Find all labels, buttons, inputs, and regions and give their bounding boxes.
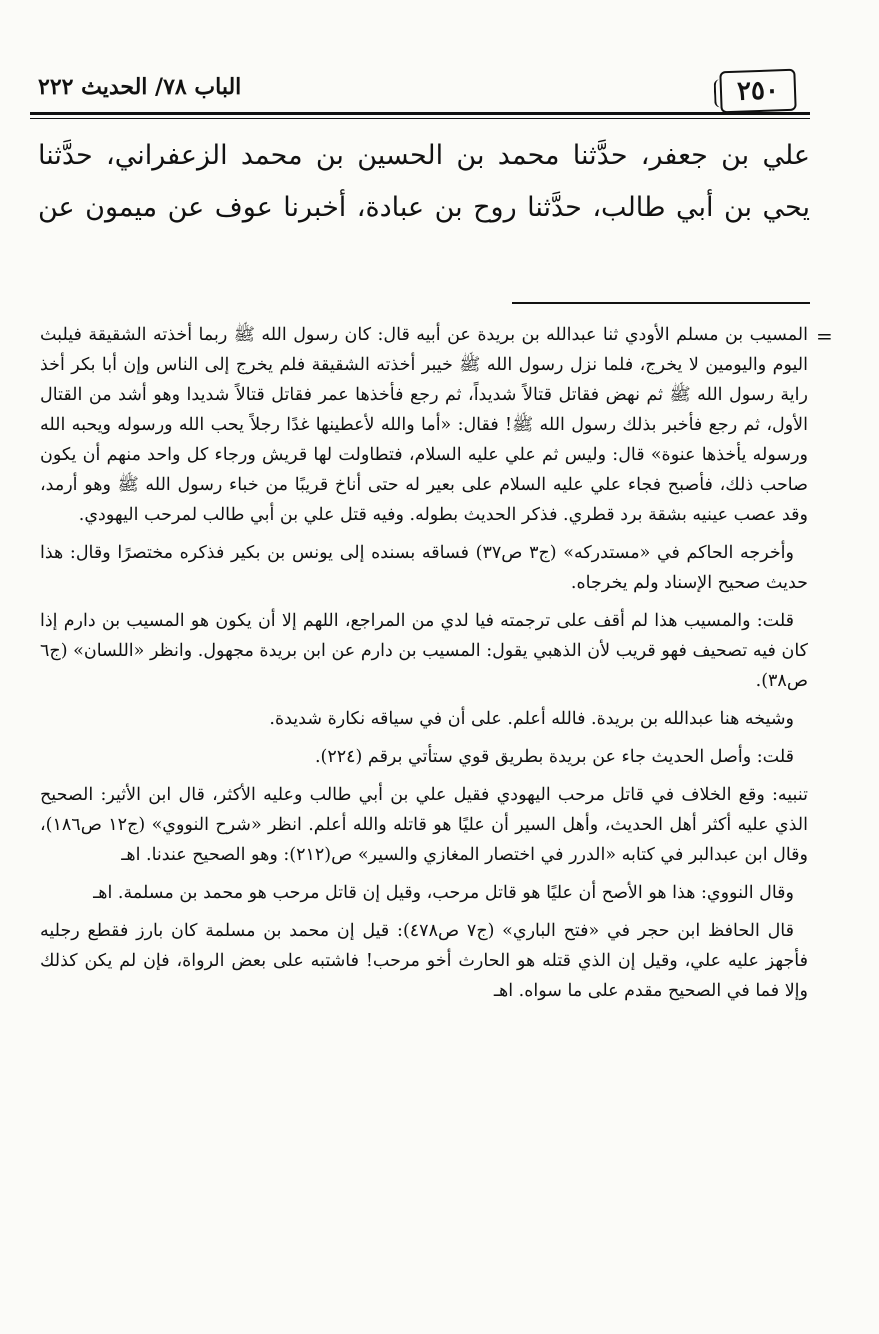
main-text-line: علي بن جعفر، حدَّثنا محمد بن الحسين بن محمد الزعفراني، حدَّثنا <box>38 140 810 171</box>
footnote-paragraph: تنبيه: وقع الخلاف في قاتل مرحب اليهودي فقيل علي بن أبي طالب وعليه الأكثر، قال ابن الأثير: الصحيح الذي عليه أكثر أهل الحديث، وأهل السير أن عليًا هو قاتله والله أعلم. انظر «شرح النووي» (ج١٢ ص١٨٦)، وقال ابن عبدالبر في كتابه «الدرر في اختصار المغازي والسير» ص(٢١٢): وهو الصحيح عندنا. اهـ <box>40 785 808 865</box>
running-title: الباب ٧٨/ الحديث ٢٢٢ <box>38 74 242 100</box>
header-rule-thick <box>30 112 810 115</box>
footnote-paragraph: قال الحافظ ابن حجر في «فتح الباري» (ج٧ ص٤٧٨): قيل إن محمد بن مسلمة كان بارز فقطع رجليه فأجهز عليه علي، وقيل إن الذي قتله هو الحارث أخو مرحب! فاشتبه على بعض الرواة، فإن لم يكن كذلك وإلا فما في الصحيح مقدم على ما سواه. اهـ <box>40 921 808 1001</box>
footnote-paragraph: المسيب بن مسلم الأودي ثنا عبدالله بن بريدة عن أبيه قال: كان رسول الله ﷺ ربما أخذته الشقيقة فيلبث اليوم واليومين لا يخرج، فلما نزل رسول الله ﷺ خيبر أخذته الشقيقة فلم يخرج إلى الناس وإن أبا بكر أخذ راية رسول الله ﷺ ثم نهض فقاتل قتالاً شديداً، ثم رجع فأخذها عمر فقاتل قتالاً شديدا وهو أشد من القتال الأول، ثم رجع فأخبر بذلك رسول الله ﷺ! فقال: «أما والله لأعطينها غدًا رجلاً يحب الله ورسوله ويحبه الله ورسوله يأخذها عنوة» قال: وليس ثم علي عليه السلام، فتطاولت لها قريش ورجاء كل واحد منهم أن يكون صاحب ذلك، فأصبح فجاء علي عليه السلام على بعير له حتى أناخ قريبًا من خباء رسول الله ﷺ وهو أرمد، وقد عصب عينيه بشقة برد قطري. فذكر الحديث بطوله. وفيه قتل علي بن أبي طالب لمرحب اليهودي. <box>40 325 808 525</box>
main-text-line: يحي بن أبي طالب، حدَّثنا روح بن عبادة، أخبرنا عوف عن ميمون عن <box>38 192 810 223</box>
page-number: ٢٥٠ <box>719 69 796 114</box>
footnote-continuation-mark: = <box>816 324 833 348</box>
footnote-paragraph: وأخرجه الحاكم في «مستدركه» (ج٣ ص٣٧) فساقه بسنده إلى يونس بن بكير فذكره مختصرًا وقال: هذا حديث صحيح الإسناد ولم يخرجاه. <box>40 543 808 593</box>
footnote-paragraph: وقال النووي: هذا هو الأصح أن عليًا هو قاتل مرحب، وقيل إن قاتل مرحب هو محمد بن مسلمة. اهـ <box>93 883 794 903</box>
footnote-paragraph: قلت: والمسيب هذا لم أقف على ترجمته فيا لدي من المراجع، اللهم إلا أن يكون هو المسيب بن دارم إذا كان فيه تصحيف فهو قريب لأن الذهبي يقول: المسيب بن دارم عن ابن بريدة مجهول. وانظر «اللسان» (ج٦ ص٣٨). <box>40 611 808 691</box>
header-rule-thin <box>30 118 810 119</box>
footnote-paragraph: وشيخه هنا عبدالله بن بريدة. فالله أعلم. على أن في سياقه نكارة شديدة. <box>269 709 794 729</box>
footnote-paragraph: قلت: وأصل الحديث جاء عن بريدة بطريق قوي ستأتي برقم (٢٢٤). <box>314 747 794 767</box>
page-header <box>30 66 810 116</box>
footnotes <box>40 320 808 1014</box>
footnote-separator <box>512 302 810 304</box>
main-text <box>38 130 810 234</box>
